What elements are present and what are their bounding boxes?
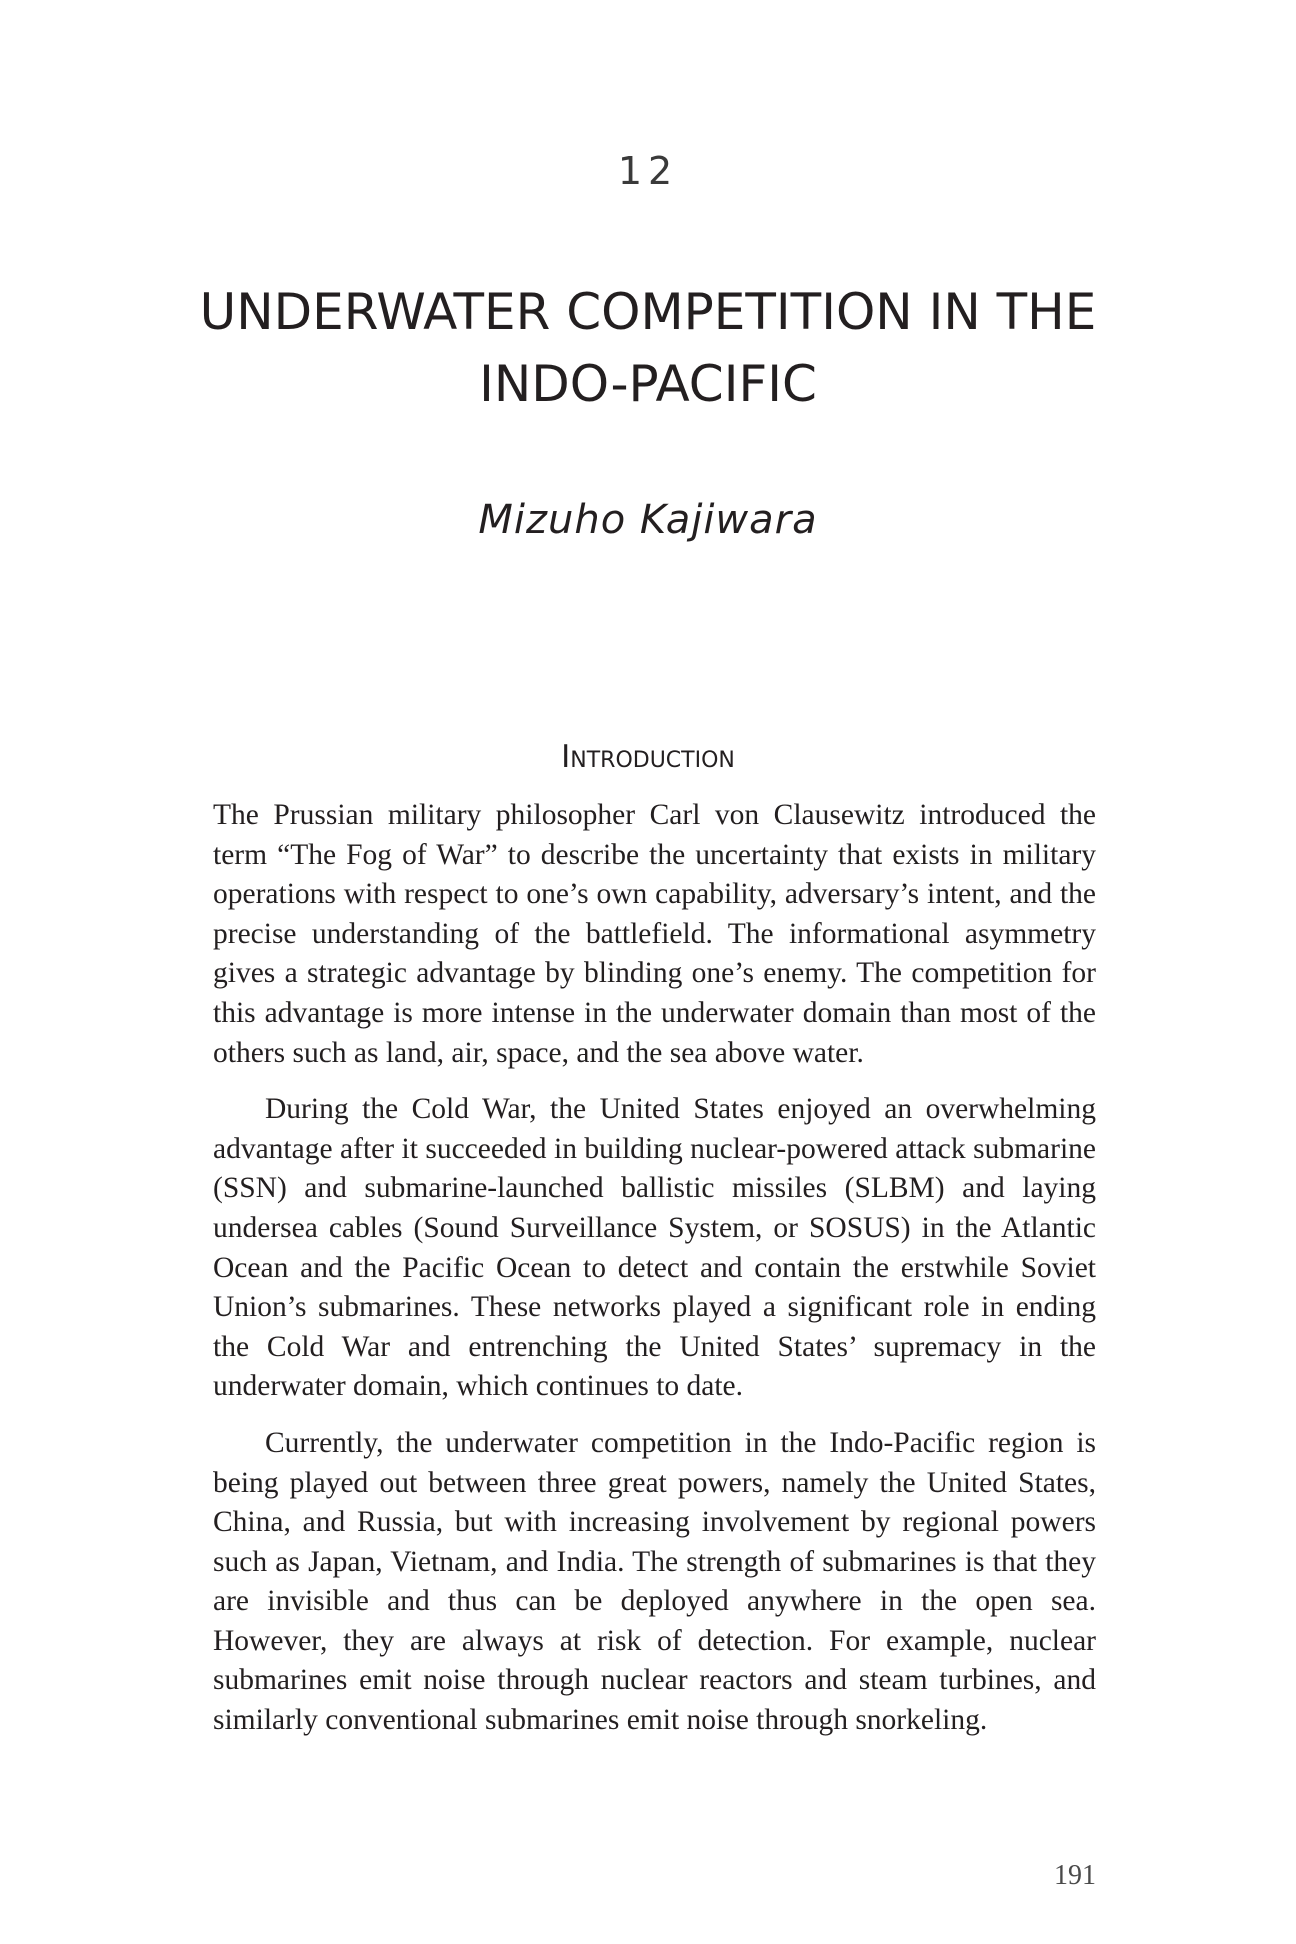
paragraph-3: Currently, the underwater competition in the Indo-Pacific region is being played out between three great powers, namely the United States, China, and Russia, but with increasing involvement by regional powers such as Japan, Vietnam, and India. The strength of submarines is that they are invisible and thus can be deployed anywhere in the open sea. However, they are always at risk of detection. For example, nuclear submarines emit noise through nuclear reactors and steam turbines, and similarly conventional submarines emit noise through snorkeling. <box>213 1426 1096 1737</box>
body-text <box>213 796 1096 1741</box>
author-name: Mizuho Kajiwara <box>478 497 818 543</box>
chapter-number: 12 <box>617 149 679 193</box>
chapter-title <box>160 276 1136 420</box>
chapter-title-line-2: INDO-PACIFIC <box>479 355 817 413</box>
paragraph-2: During the Cold War, the United States enjoyed an overwhelming advantage after it succeeded in building nuclear-powered attack submarine (SSN) and submarine-launched ballistic missiles (SLBM) and laying undersea cables (Sound Surveillance System, or SOSUS) in the Atlantic Ocean and the Pacific Ocean to detect and contain the erstwhile Soviet Union’s submarines. These networks played a significant role in ending the Cold War and entrenching the United States’ supremacy in the underwater domain, which continues to date. <box>213 1093 1096 1403</box>
chapter-title-line-1: UNDERWATER COMPETITION IN THE <box>199 283 1097 341</box>
section-heading: Introduction <box>561 739 735 775</box>
page-number: 191 <box>1054 1860 1096 1891</box>
paragraph-1: The Prussian military philosopher Carl von Clausewitz introduced the term “The Fog of War” to describe the uncertainty that exists in military operations with respect to one’s own capability, adversary’s intent, and the precise understanding of the battlefield. The informational asymmetry gives a strategic advantage by blinding one’s enemy. The competition for this advantage is more intense in the underwater domain than most of the others such as land, air, space, and the sea above water. <box>213 799 1096 1069</box>
